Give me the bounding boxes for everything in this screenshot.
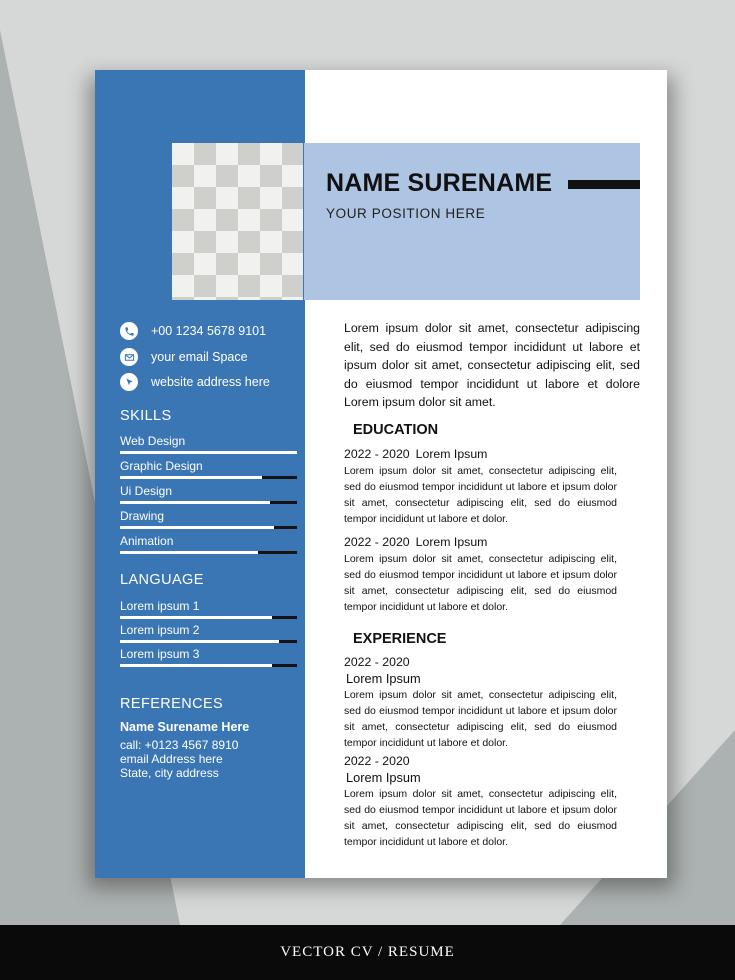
contact-email	[120, 346, 300, 368]
language-item	[120, 596, 297, 622]
reference-address: State, city address	[120, 766, 219, 780]
resume-page	[95, 70, 667, 878]
language-level-bar	[120, 640, 297, 643]
skill-level-bar	[120, 451, 297, 454]
experience-entry-2-text: Lorem ipsum dolor sit amet, consectetur adipiscing elit, sed do eiusmod tempor incididunt ut labore et ipsum dolor sit amet, consectetur adipiscing elit, sed do eiusmod tempor incididunt ut labore et dolor.	[344, 788, 617, 848]
photo-placeholder	[172, 143, 303, 300]
education-entry-2-years: 2022 - 2020	[344, 535, 410, 549]
reference-phone: call: +0123 4567 8910	[120, 738, 239, 752]
education-entry-1-title: Lorem Ipsum	[415, 447, 488, 461]
skill-level-bar	[120, 551, 297, 554]
skill-level-marker	[270, 501, 297, 504]
skill-label: Web Design	[120, 434, 186, 448]
experience-entry-1-years: 2022 - 2020	[344, 655, 410, 669]
phone-number: +00 1234 5678 9101	[151, 324, 267, 338]
references-title: REFERENCES	[120, 696, 224, 712]
skill-label: Ui Design	[120, 484, 173, 498]
skill-level-bar	[120, 501, 297, 504]
language-item	[120, 644, 297, 670]
phone-icon	[120, 322, 138, 340]
skill-label: Drawing	[120, 509, 165, 523]
experience-entry-2-title: Lorem Ipsum	[346, 770, 421, 785]
language-item	[120, 620, 297, 646]
skill-item	[120, 431, 297, 457]
skill-level-bar	[120, 526, 297, 529]
profile-summary: Lorem ipsum dolor sit amet, consectetur adipiscing elit, sed do eiusmod tempor incididunt ut labore et ipsum dolor sit amet, consectetur adipiscing elit, sed do eiusmod tempor incididunt ut labore et dolore Lorem ipsum dolor sit amet.	[344, 321, 640, 409]
reference-email: email Address here	[120, 752, 223, 766]
skill-label: Animation	[120, 534, 174, 548]
envelope-icon	[120, 348, 138, 366]
language-level-bar	[120, 664, 297, 667]
education-entry-2-text: Lorem ipsum dolor sit amet, consectetur adipiscing elit, sed do eiusmod tempor incididunt ut labore et ipsum dolor sit amet, consectetur adipiscing elit, sed do eiusmod tempor incididunt ut labore et dolor.	[344, 553, 617, 613]
experience-entry-1-title: Lorem Ipsum	[346, 671, 421, 686]
language-level-marker	[272, 664, 297, 667]
experience-title: EXPERIENCE	[353, 631, 447, 647]
reference-name: Name Surename Here	[120, 720, 250, 734]
language-label: Lorem ipsum 2	[120, 623, 200, 637]
language-level-bar	[120, 616, 297, 619]
skill-label: Graphic Design	[120, 459, 203, 473]
language-level-marker	[272, 616, 297, 619]
experience-entry-2-years: 2022 - 2020	[344, 754, 410, 768]
skill-level-marker	[262, 476, 297, 479]
name-accent-bar	[568, 180, 640, 189]
language-title: LANGUAGE	[120, 572, 204, 588]
website-address: website address here	[151, 375, 270, 389]
skill-item	[120, 506, 297, 532]
contact-website	[120, 371, 300, 393]
education-entry-1-text: Lorem ipsum dolor sit amet, consectetur adipiscing elit, sed do eiusmod tempor incididunt ut labore et ipsum dolor sit amet, consectetur adipiscing elit, sed do eiusmod tempor incididunt ut labore et dolor.	[344, 465, 617, 525]
skills-title: SKILLS	[120, 408, 172, 424]
full-name: NAME SURENAME	[326, 169, 553, 197]
education-entry-1-head	[344, 447, 487, 461]
language-label: Lorem ipsum 3	[120, 647, 200, 661]
cursor-icon	[120, 373, 138, 391]
education-entry-2-title: Lorem Ipsum	[415, 535, 488, 549]
skill-level-marker	[258, 551, 297, 554]
education-entry-2-head	[344, 535, 487, 549]
skill-item	[120, 456, 297, 482]
skill-item	[120, 481, 297, 507]
header-box	[304, 143, 640, 300]
education-entry-1-years: 2022 - 2020	[344, 447, 410, 461]
skill-level-marker	[274, 526, 297, 529]
email-address: your email Space	[151, 350, 248, 364]
skill-level-bar	[120, 476, 297, 479]
education-title: EDUCATION	[353, 422, 439, 438]
job-position: YOUR POSITION HERE	[326, 206, 486, 221]
footer-caption: VECTOR CV / RESUME	[280, 944, 455, 960]
language-level-marker	[279, 640, 297, 643]
skill-item	[120, 531, 297, 557]
language-label: Lorem ipsum 1	[120, 599, 200, 613]
contact-phone	[120, 320, 300, 342]
footer-bar	[0, 925, 735, 980]
experience-entry-1-text: Lorem ipsum dolor sit amet, consectetur adipiscing elit, sed do eiusmod tempor incididunt ut labore et ipsum dolor sit amet, consectetur adipiscing elit, sed do eiusmod tempor incididunt ut labore et dolor.	[344, 689, 617, 749]
